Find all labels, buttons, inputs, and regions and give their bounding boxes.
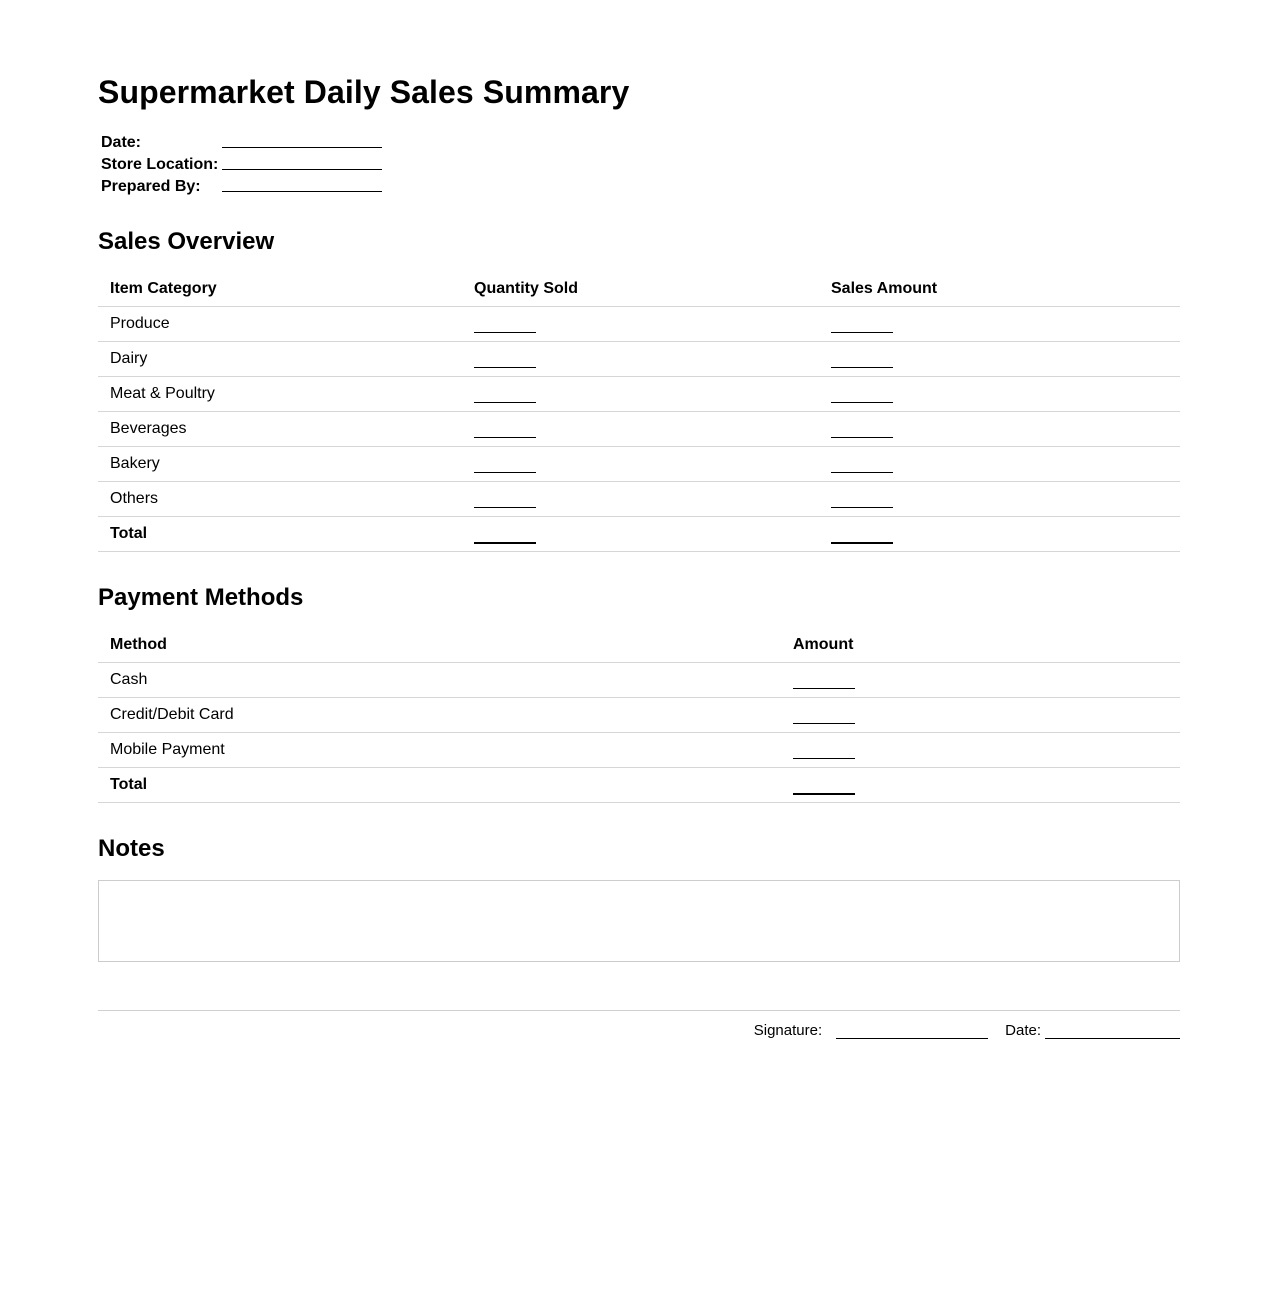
quantity-blank[interactable] [474, 388, 536, 403]
category-name: Meat & Poultry [98, 377, 462, 412]
payment-amount-blank[interactable] [793, 709, 855, 724]
quantity-blank[interactable] [474, 458, 536, 473]
signature-row [754, 1022, 1180, 1039]
category-name: Dairy [98, 342, 462, 377]
payment-amount-blank[interactable] [793, 744, 855, 759]
table-row [98, 377, 1180, 412]
column-header-amount: Amount [781, 628, 1180, 663]
amount-blank[interactable] [831, 318, 893, 333]
payment-method-name: Cash [98, 663, 781, 698]
payment-method-name: Mobile Payment [98, 733, 781, 768]
payment-methods-table [98, 628, 1180, 803]
amount-blank[interactable] [831, 458, 893, 473]
meta-store-location-row [101, 152, 382, 174]
amount-blank[interactable] [831, 353, 893, 368]
amount-blank[interactable] [831, 423, 893, 438]
amount-blank[interactable] [831, 388, 893, 403]
table-row [98, 733, 1180, 768]
meta-store-location-field[interactable] [222, 155, 382, 170]
column-header-quantity-sold: Quantity Sold [462, 272, 819, 307]
category-name: Beverages [98, 412, 462, 447]
payment-method-name: Credit/Debit Card [98, 698, 781, 733]
table-row [98, 698, 1180, 733]
column-header-sales-amount: Sales Amount [819, 272, 1180, 307]
payment-methods-heading: Payment Methods [98, 584, 304, 611]
table-row [98, 342, 1180, 377]
quantity-blank[interactable] [474, 318, 536, 333]
meta-date-row [101, 130, 382, 152]
table-row [98, 482, 1180, 517]
total-amount-blank[interactable] [831, 528, 893, 544]
sales-overview-table [98, 272, 1180, 552]
table-header-row [98, 628, 1180, 663]
table-row [98, 663, 1180, 698]
meta-prepared-by-row [101, 174, 382, 196]
payment-amount-blank[interactable] [793, 674, 855, 689]
meta-prepared-by-label: Prepared By: [101, 178, 201, 195]
signature-label: Signature: [753, 1022, 823, 1039]
category-name: Bakery [98, 447, 462, 482]
table-row [98, 307, 1180, 342]
meta-store-location-label: Store Location: [101, 156, 219, 173]
table-row [98, 447, 1180, 482]
column-header-item-category: Item Category [98, 272, 462, 307]
notes-box[interactable] [98, 880, 1180, 962]
notes-heading: Notes [98, 835, 165, 862]
table-row [98, 412, 1180, 447]
meta-date-field[interactable] [222, 133, 382, 148]
total-payment-amount-blank[interactable] [793, 779, 855, 795]
quantity-blank[interactable] [474, 493, 536, 508]
meta-prepared-by-field[interactable] [222, 177, 382, 192]
sales-overview-heading: Sales Overview [98, 228, 275, 255]
quantity-blank[interactable] [474, 353, 536, 368]
total-row [98, 768, 1180, 803]
meta-date-label: Date: [101, 134, 142, 151]
amount-blank[interactable] [831, 493, 893, 508]
report-meta [101, 130, 382, 196]
table-header-row [98, 272, 1180, 307]
quantity-blank[interactable] [474, 423, 536, 438]
signature-field[interactable] [836, 1022, 988, 1039]
signature-date-label: Date: [1005, 1022, 1041, 1039]
total-label: Total [98, 768, 781, 803]
category-name: Produce [98, 307, 462, 342]
category-name: Others [98, 482, 462, 517]
page-title: Supermarket Daily Sales Summary [98, 74, 630, 110]
footer-divider [98, 1010, 1180, 1011]
total-label: Total [98, 517, 462, 552]
total-quantity-blank[interactable] [474, 528, 536, 544]
column-header-method: Method [98, 628, 781, 663]
total-row [98, 517, 1180, 552]
signature-date-field[interactable] [1045, 1022, 1180, 1039]
